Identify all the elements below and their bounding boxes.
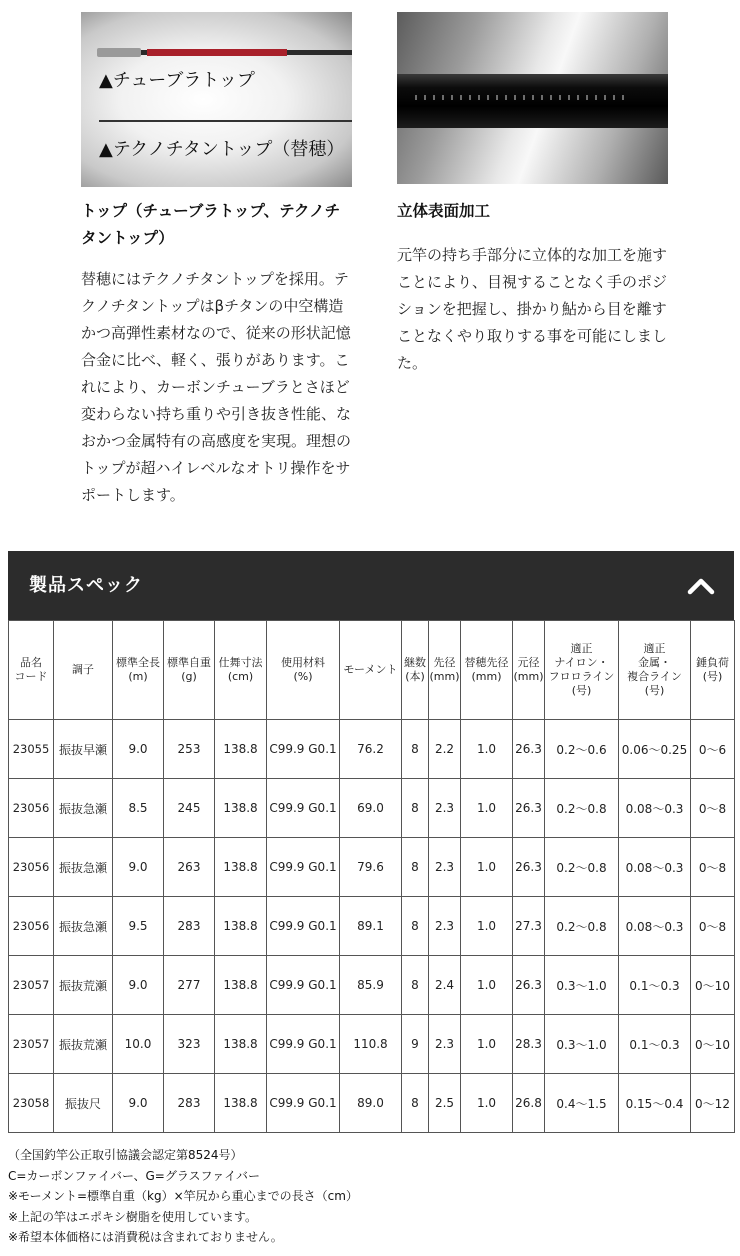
table-cell: 0.06〜0.25 — [619, 720, 691, 779]
table-cell: 0〜8 — [691, 838, 735, 897]
product-code-cell: 23056 — [9, 779, 54, 838]
table-cell: 26.3 — [513, 956, 545, 1015]
table-cell: 1.0 — [461, 1074, 513, 1133]
table-cell: 10.0 — [113, 1015, 164, 1074]
grip-rod — [397, 74, 668, 128]
table-cell: 138.8 — [215, 779, 267, 838]
table-cell: 9.0 — [113, 838, 164, 897]
table-cell: 2.5 — [429, 1074, 461, 1133]
table-cell: C99.9 G0.1 — [267, 720, 340, 779]
table-cell: 110.8 — [340, 1015, 402, 1074]
table-cell: 1.0 — [461, 779, 513, 838]
table-cell: 0.08〜0.3 — [619, 897, 691, 956]
table-cell: 263 — [164, 838, 215, 897]
table-cell: 1.0 — [461, 956, 513, 1015]
table-cell: 0.1〜0.3 — [619, 1015, 691, 1074]
table-cell: 1.0 — [461, 897, 513, 956]
column-header: モーメント — [340, 621, 402, 720]
column-header: 調子 — [54, 621, 113, 720]
table-cell: 振抜早瀬 — [54, 720, 113, 779]
column-header: 替穂先径 (mm) — [461, 621, 513, 720]
table-cell: 26.3 — [513, 779, 545, 838]
table-cell: 0.3〜1.0 — [545, 1015, 619, 1074]
table-cell: 89.0 — [340, 1074, 402, 1133]
column-header: 使用材料 (%) — [267, 621, 340, 720]
table-cell: 8 — [402, 779, 429, 838]
table-cell: 138.8 — [215, 1015, 267, 1074]
table-cell: 138.8 — [215, 720, 267, 779]
spec-title: 製品スペック — [29, 575, 143, 596]
table-cell: 振抜急瀬 — [54, 838, 113, 897]
spec-table — [8, 620, 735, 1133]
column-header: 適正 ナイロン・ フロロライン (号) — [545, 621, 619, 720]
table-cell: 138.8 — [215, 838, 267, 897]
tip-photo — [81, 12, 352, 187]
table-cell: 0〜8 — [691, 897, 735, 956]
table-cell: 2.3 — [429, 897, 461, 956]
table-cell: 0.08〜0.3 — [619, 779, 691, 838]
column-header: 標準自重 (g) — [164, 621, 215, 720]
table-cell: 0.08〜0.3 — [619, 838, 691, 897]
product-code-cell: 23058 — [9, 1074, 54, 1133]
table-cell: 138.8 — [215, 1074, 267, 1133]
table-cell: 0.2〜0.8 — [545, 838, 619, 897]
table-cell: 0.1〜0.3 — [619, 956, 691, 1015]
product-code-cell: 23056 — [9, 897, 54, 956]
table-cell: 振抜急瀬 — [54, 897, 113, 956]
note-line: ※上記の竿はエポキシ樹脂を使用しています。 — [8, 1209, 257, 1224]
table-cell: 1.0 — [461, 838, 513, 897]
column-header: 元径 (mm) — [513, 621, 545, 720]
chevron-up-icon[interactable] — [684, 569, 718, 603]
table-cell: 振抜尺 — [54, 1074, 113, 1133]
table-row — [9, 779, 735, 838]
table-cell: 8 — [402, 897, 429, 956]
table-cell: C99.9 G0.1 — [267, 1074, 340, 1133]
spec-header-row — [9, 621, 735, 720]
table-cell: 0.2〜0.8 — [545, 897, 619, 956]
table-row — [9, 838, 735, 897]
table-cell: 85.9 — [340, 956, 402, 1015]
table-cell: 9.5 — [113, 897, 164, 956]
tubular-top-rod — [99, 50, 352, 55]
product-code-cell: 23057 — [9, 956, 54, 1015]
product-code-cell: 23056 — [9, 838, 54, 897]
table-cell: C99.9 G0.1 — [267, 1015, 340, 1074]
feature-top-title: トップ（チューブラトップ、テクノチタントップ） — [81, 202, 341, 247]
column-header: 標準全長 (m) — [113, 621, 164, 720]
spec-section — [8, 551, 734, 1133]
techno-titan-rod — [99, 120, 352, 122]
table-cell: 277 — [164, 956, 215, 1015]
table-cell: C99.9 G0.1 — [267, 897, 340, 956]
table-cell: 1.0 — [461, 1015, 513, 1074]
table-cell: 26.8 — [513, 1074, 545, 1133]
table-row — [9, 956, 735, 1015]
table-cell: 69.0 — [340, 779, 402, 838]
table-cell: 0.2〜0.8 — [545, 779, 619, 838]
table-cell: 2.3 — [429, 779, 461, 838]
spec-header[interactable] — [8, 551, 734, 620]
grip-photo — [397, 12, 668, 184]
table-cell: 89.1 — [340, 897, 402, 956]
table-cell: 0.2〜0.6 — [545, 720, 619, 779]
table-cell: 0〜12 — [691, 1074, 735, 1133]
table-cell: 2.4 — [429, 956, 461, 1015]
column-header: 錘負荷 (号) — [691, 621, 735, 720]
note-line: （全国釣竿公正取引協議会認定第8524号） — [8, 1148, 243, 1162]
column-header: 先径 (mm) — [429, 621, 461, 720]
table-row — [9, 1015, 735, 1074]
table-cell: 振抜急瀬 — [54, 779, 113, 838]
table-cell: 振抜荒瀬 — [54, 956, 113, 1015]
feature-top-text: 替穂にはテクノチタントップを採用。テクノチタントップはβチタンの中空構造かつ高弾性素材なので、従来の形状記憶合金に比べ、軽く、張りがあります。これにより、カーボンチューブラとさほど変わらない持ち重りや引き抜き性能、なおかつ金属特有の高感度を実現。理想のトップが超ハイレベルなオトリ操作をサポートします。 — [81, 270, 352, 504]
table-cell: 1.0 — [461, 720, 513, 779]
table-cell: 8 — [402, 720, 429, 779]
note-line: C=カーボンファイバー、G=グラスファイバー — [8, 1168, 260, 1183]
feature-grip-title: 立体表面加工 — [397, 202, 491, 220]
column-header: 適正 金属・ 複合ライン (号) — [619, 621, 691, 720]
table-cell: 9.0 — [113, 720, 164, 779]
table-cell: 245 — [164, 779, 215, 838]
table-cell: 9.0 — [113, 1074, 164, 1133]
table-cell: 283 — [164, 897, 215, 956]
table-row — [9, 897, 735, 956]
table-cell: 8.5 — [113, 779, 164, 838]
table-cell: 9 — [402, 1015, 429, 1074]
spec-notes — [8, 1145, 358, 1248]
table-cell: 0.15〜0.4 — [619, 1074, 691, 1133]
column-header: 継数 (本) — [402, 621, 429, 720]
table-cell: 253 — [164, 720, 215, 779]
table-cell: 26.3 — [513, 838, 545, 897]
table-cell: 0〜10 — [691, 1015, 735, 1074]
product-code-cell: 23055 — [9, 720, 54, 779]
table-cell: 9.0 — [113, 956, 164, 1015]
column-header: 仕舞寸法 (cm) — [215, 621, 267, 720]
table-cell: 26.3 — [513, 720, 545, 779]
table-cell: 138.8 — [215, 897, 267, 956]
table-cell: 8 — [402, 1074, 429, 1133]
table-cell: 2.3 — [429, 838, 461, 897]
table-cell: 0〜6 — [691, 720, 735, 779]
table-cell: 2.2 — [429, 720, 461, 779]
table-cell: 283 — [164, 1074, 215, 1133]
table-cell: C99.9 G0.1 — [267, 956, 340, 1015]
table-cell: 振抜荒瀬 — [54, 1015, 113, 1074]
table-cell: 28.3 — [513, 1015, 545, 1074]
feature-grip-text: 元竿の持ち手部分に立体的な加工を施すことにより、目視することなく手のポジションを把握し、掛かり鮎から目を離すことなくやり取りする事を可能にしました。 — [397, 246, 668, 372]
table-row — [9, 720, 735, 779]
table-cell: 76.2 — [340, 720, 402, 779]
techno-titan-caption: ▲テクノチタントップ（替穂） — [99, 139, 345, 160]
table-row — [9, 1074, 735, 1133]
column-header: 品名 コード — [9, 621, 54, 720]
table-cell: C99.9 G0.1 — [267, 838, 340, 897]
table-cell: 8 — [402, 956, 429, 1015]
feature-grip — [397, 0, 669, 377]
table-cell: 79.6 — [340, 838, 402, 897]
table-cell: 0〜8 — [691, 779, 735, 838]
note-line: ※モーメント=標準自重（kg）×竿尻から重心までの長さ（cm） — [8, 1189, 358, 1203]
product-code-cell: 23057 — [9, 1015, 54, 1074]
feature-top — [81, 0, 353, 509]
table-cell: 2.3 — [429, 1015, 461, 1074]
table-cell: 0.4〜1.5 — [545, 1074, 619, 1133]
table-cell: 27.3 — [513, 897, 545, 956]
table-cell: 138.8 — [215, 956, 267, 1015]
table-cell: 8 — [402, 838, 429, 897]
table-cell: 323 — [164, 1015, 215, 1074]
table-cell: C99.9 G0.1 — [267, 779, 340, 838]
table-cell: 0.3〜1.0 — [545, 956, 619, 1015]
tubular-top-caption: ▲チューブラトップ — [99, 70, 255, 91]
table-cell: 0〜10 — [691, 956, 735, 1015]
note-line: ※希望本体価格には消費税は含まれておりません。 — [8, 1230, 283, 1244]
